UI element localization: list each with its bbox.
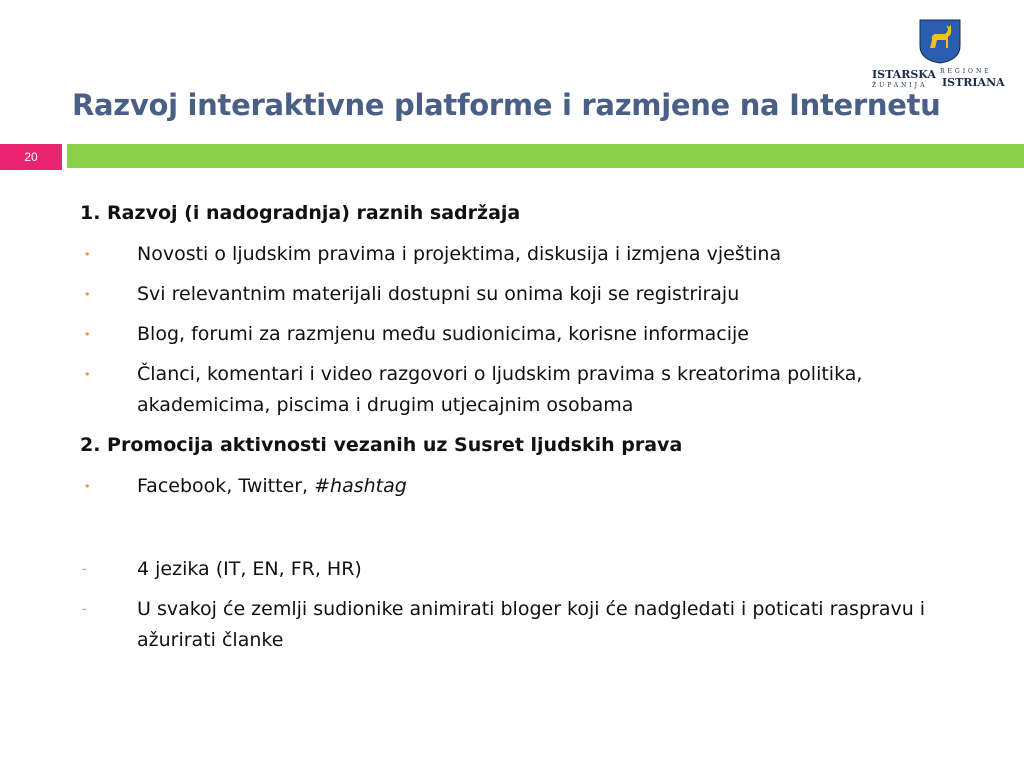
bullet-icon: • <box>84 288 91 301</box>
bullet-icon: • <box>84 248 91 261</box>
list-item-text: U svakoj će zemlji sudionike animirati bloger koji će nadgledati i poticati raspravu i ažurirati članke <box>137 598 926 651</box>
logo-text-zupanija: ŽUPANIJA <box>872 82 928 89</box>
list-item-text: 4 jezika (IT, EN, FR, HR) <box>137 558 362 580</box>
list-item-text: Blog, forumi za razmjenu među sudionicima, korisne informacije <box>137 323 749 345</box>
slide-body <box>80 198 980 665</box>
logo-text-istriana: ISTRIANA <box>942 76 1005 89</box>
bullet-icon: • <box>84 368 91 381</box>
logo-text-istarska: ISTARSKA <box>872 68 936 81</box>
logo-text-regione: REGIONE <box>940 68 992 75</box>
hashtag-text: #hashtag <box>314 475 407 497</box>
slide-number: 20 <box>24 150 38 164</box>
list-item <box>80 554 980 585</box>
bullet-icon: • <box>84 328 91 341</box>
list-item-text: Članci, komentari i video razgovori o ljudskim pravima s kreatorima politika, akademicima, piscima i drugim utjecajnim osobama <box>137 363 863 416</box>
list-item-text: Facebook, Twitter, <box>137 475 315 497</box>
goat-shield-icon <box>918 18 962 64</box>
section-2-heading: 2. Promocija aktivnosti vezanih uz Susret ljudskih prava <box>80 434 683 456</box>
list-item-text: Novosti o ljudskim pravima i projektima, diskusija i izmjena vještina <box>137 243 782 265</box>
list-item <box>80 471 980 502</box>
list-item <box>80 319 980 350</box>
slide-title: Razvoj interaktivne platforme i razmjene na Internetu <box>72 88 941 122</box>
dash-bullet-icon: - <box>82 602 87 617</box>
section-1-heading: 1. Razvoj (i nadogradnja) raznih sadržaja <box>80 202 521 224</box>
list-item <box>80 359 980 421</box>
istria-county-logo <box>872 18 1010 92</box>
list-item-text: Svi relevantnim materijali dostupni su onima koji se registriraju <box>137 283 740 305</box>
list-item <box>80 239 980 270</box>
list-item <box>80 279 980 310</box>
bullet-icon: • <box>84 480 91 493</box>
list-item <box>80 594 980 656</box>
dash-bullet-icon: - <box>82 562 87 577</box>
title-accent-bar <box>67 144 1024 168</box>
